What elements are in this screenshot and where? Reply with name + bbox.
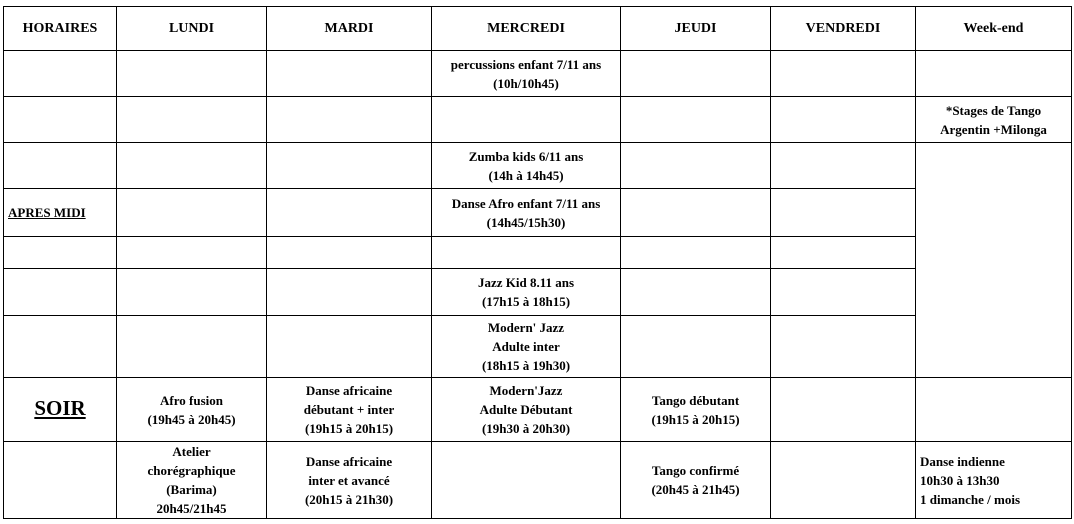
cell-weekend xyxy=(916,51,1072,97)
header-weekend: Week-end xyxy=(916,7,1072,51)
header-lundi: LUNDI xyxy=(117,7,267,51)
cell-horaires xyxy=(4,316,117,378)
cell-mardi xyxy=(267,316,432,378)
cell-jeudi xyxy=(621,316,771,378)
cell-lundi xyxy=(117,269,267,316)
soir-label: SOIR xyxy=(34,396,86,420)
header-jeudi: JEUDI xyxy=(621,7,771,51)
table-row xyxy=(4,237,1072,269)
cell-mercredi-zumba-kids: Zumba kids 6/11 ans (14h à 14h45) xyxy=(432,143,621,189)
table-row xyxy=(4,316,1072,378)
cell-jeudi xyxy=(621,269,771,316)
cell-mercredi-jazz-kid: Jazz Kid 8.11 ans (17h15 à 18h15) xyxy=(432,269,621,316)
cell-vendredi xyxy=(771,316,916,378)
cell-horaires xyxy=(4,442,117,519)
table-row xyxy=(4,269,1072,316)
cell-mardi xyxy=(267,237,432,269)
table-row xyxy=(4,189,1072,237)
cell-mardi-danse-africaine-debutant: Danse africaine débutant + inter (19h15 à 20h15) xyxy=(267,378,432,442)
header-mercredi: MERCREDI xyxy=(432,7,621,51)
cell-mardi-danse-africaine-avance: Danse africaine inter et avancé (20h15 à 21h30) xyxy=(267,442,432,519)
cell-mardi xyxy=(267,97,432,143)
cell-horaires xyxy=(4,143,117,189)
cell-mercredi-percussions: percussions enfant 7/11 ans (10h/10h45) xyxy=(432,51,621,97)
cell-horaires xyxy=(4,97,117,143)
cell-jeudi xyxy=(621,237,771,269)
cell-mercredi xyxy=(432,237,621,269)
cell-jeudi xyxy=(621,189,771,237)
table-row xyxy=(4,378,1072,442)
header-row xyxy=(4,7,1072,51)
table-row xyxy=(4,143,1072,189)
cell-mardi xyxy=(267,143,432,189)
row-label-apres-midi xyxy=(4,189,117,237)
cell-mercredi xyxy=(432,442,621,519)
cell-weekend-merged xyxy=(916,143,1072,378)
cell-vendredi xyxy=(771,237,916,269)
cell-lundi-afro-fusion: Afro fusion (19h45 à 20h45) xyxy=(117,378,267,442)
cell-mardi xyxy=(267,51,432,97)
row-label-soir xyxy=(4,378,117,442)
cell-jeudi xyxy=(621,143,771,189)
cell-lundi xyxy=(117,316,267,378)
table-row xyxy=(4,442,1072,519)
cell-weekend xyxy=(916,378,1072,442)
cell-vendredi xyxy=(771,189,916,237)
cell-lundi-atelier-choregraphique: Atelier chorégraphique (Barima) 20h45/21h45 xyxy=(117,442,267,519)
cell-mercredi xyxy=(432,97,621,143)
cell-mercredi-modern-jazz-inter: Modern' Jazz Adulte inter (18h15 à 19h30) xyxy=(432,316,621,378)
cell-horaires xyxy=(4,51,117,97)
cell-lundi xyxy=(117,237,267,269)
cell-lundi xyxy=(117,189,267,237)
table-row xyxy=(4,51,1072,97)
apres-midi-label: APRES MIDI xyxy=(8,205,86,220)
header-horaires: HORAIRES xyxy=(4,7,117,51)
cell-jeudi-tango-confirme: Tango confirmé (20h45 à 21h45) xyxy=(621,442,771,519)
cell-weekend-danse-indienne: Danse indienne 10h30 à 13h30 1 dimanche / mois xyxy=(916,442,1072,519)
cell-vendredi xyxy=(771,269,916,316)
cell-lundi xyxy=(117,51,267,97)
cell-horaires xyxy=(4,269,117,316)
cell-vendredi xyxy=(771,51,916,97)
header-vendredi: VENDREDI xyxy=(771,7,916,51)
cell-weekend-tango-stages: *Stages de Tango Argentin +Milonga xyxy=(916,97,1072,143)
table-row xyxy=(4,97,1072,143)
cell-mardi xyxy=(267,269,432,316)
cell-horaires xyxy=(4,237,117,269)
cell-vendredi xyxy=(771,97,916,143)
cell-vendredi xyxy=(771,442,916,519)
cell-lundi xyxy=(117,143,267,189)
cell-lundi xyxy=(117,97,267,143)
cell-mardi xyxy=(267,189,432,237)
cell-vendredi xyxy=(771,378,916,442)
schedule-table xyxy=(3,6,1072,519)
cell-jeudi xyxy=(621,97,771,143)
cell-jeudi xyxy=(621,51,771,97)
cell-vendredi xyxy=(771,143,916,189)
cell-mercredi-afro-enfant: Danse Afro enfant 7/11 ans (14h45/15h30) xyxy=(432,189,621,237)
header-mardi: MARDI xyxy=(267,7,432,51)
cell-mercredi-modern-jazz-debutant: Modern'Jazz Adulte Débutant (19h30 à 20h30) xyxy=(432,378,621,442)
cell-jeudi-tango-debutant: Tango débutant (19h15 à 20h15) xyxy=(621,378,771,442)
